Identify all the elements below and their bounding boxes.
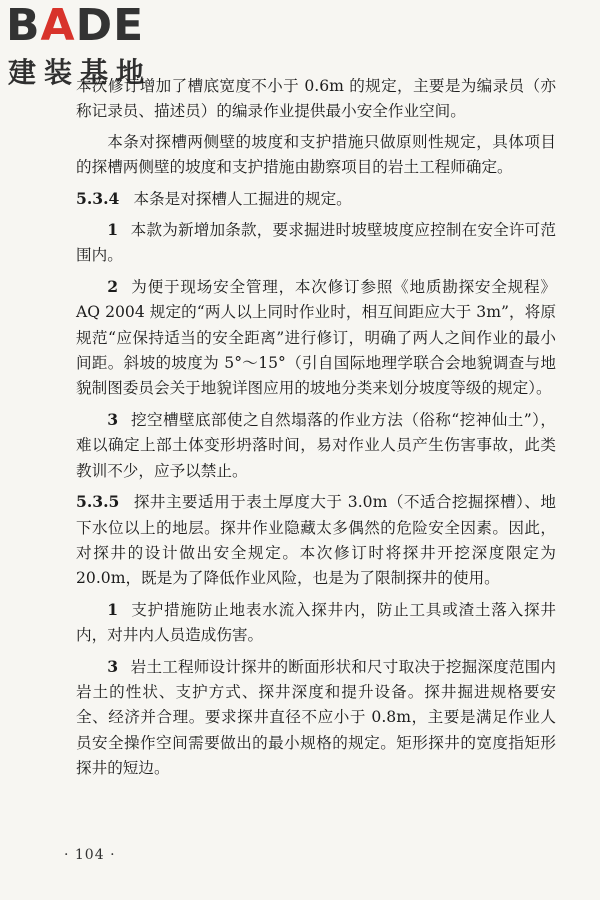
logo-letter-a: A: [40, 0, 76, 51]
item-5-3-4-2: [76, 274, 556, 402]
item-5-3-4-3: [76, 407, 556, 484]
item-number: 3: [107, 409, 119, 429]
item-text: 挖空槽壁底部使之自然塌落的作业方法（俗称“挖神仙土”），难以确定上部土体变形坍落时间，易对作业人员产生伤害事故，此类教训不少，应予以禁止。: [76, 410, 556, 480]
paragraph-text: 本次修订增加了槽底宽度不小于 0.6m 的规定，主要是为编录员（亦称记录员、描述员）的编录作业提供最小安全作业空间。: [76, 77, 556, 121]
document-page-body: [76, 74, 556, 782]
item-5-3-5-1: [76, 597, 556, 649]
logo-letters-de: DE: [75, 0, 145, 51]
item-text: 为便于现场安全管理，本次修订参照《地质勘探安全规程》AQ 2004 规定的“两人以上同时作业时，相互间距应大于 3m”，将原规范“应保持适当的安全距离”进行修订，明确了两人之间作业的最小间距。斜坡的坡度为 5°～15°（引自国际地理学联合会地貌调查与地貌制图委员会关于地貌详图应用的坡地分类来划分坡度等级的规定）。: [76, 277, 556, 398]
item-number: 1: [107, 599, 119, 619]
logo-letter-b: B: [6, 0, 41, 51]
item-5-3-5-3: [76, 654, 556, 782]
logo-subtitle: 建装基地: [8, 56, 153, 89]
paragraph-continuation: [76, 74, 556, 125]
paragraph-text: 本条对探槽两侧壁的坡度和支护措施只做原则性规定，具体项目的探槽两侧壁的坡度和支护措施由勘察项目的岩土工程师确定。: [76, 132, 556, 177]
item-number: 3: [107, 656, 119, 676]
section-text: 本条是对探槽人工掘进的规定。: [133, 189, 352, 208]
section-number: 5.3.5: [76, 492, 120, 512]
section-number: 5.3.4: [76, 188, 120, 208]
item-number: 2: [107, 276, 119, 296]
section-text: 探井主要适用于表土厚度大于 3.0m（不适合挖掘探槽）、地下水位以上的地层。探井作业隐藏太多偶然的危险安全因素。因此，对探井的设计做出安全规定。本次修订时将探井开挖深度限定为 20.0m，既是为了降低作业风险，也是为了限制探井的使用。: [76, 493, 556, 588]
paragraph-indented: [76, 130, 556, 181]
item-text: 支护措施防止地表水流入探井内，防止工具或渣土落入探井内，对井内人员造成伤害。: [76, 600, 556, 645]
item-text: 本款为新增加条款，要求掘进时坡壁坡度应控制在安全许可范围内。: [76, 221, 556, 265]
page-number: · 104 ·: [64, 847, 116, 863]
item-5-3-4-1: [76, 217, 556, 269]
item-text: 岩土工程师设计探井的断面形状和尺寸取决于挖掘深度范围内岩土的性状、支护方式、探井深度和提升设备。探井掘进规格要安全、经济并合理。要求探井直径不应小于 0.8m，主要是满足作业人员安全操作空间需要做出的最小规格的规定。矩形探井的宽度指矩形探井的短边。: [76, 657, 556, 778]
section-5-3-4: [76, 186, 556, 212]
item-number: 1: [107, 220, 119, 240]
logo-wordmark: [6, 0, 145, 51]
section-5-3-5: [76, 489, 556, 592]
